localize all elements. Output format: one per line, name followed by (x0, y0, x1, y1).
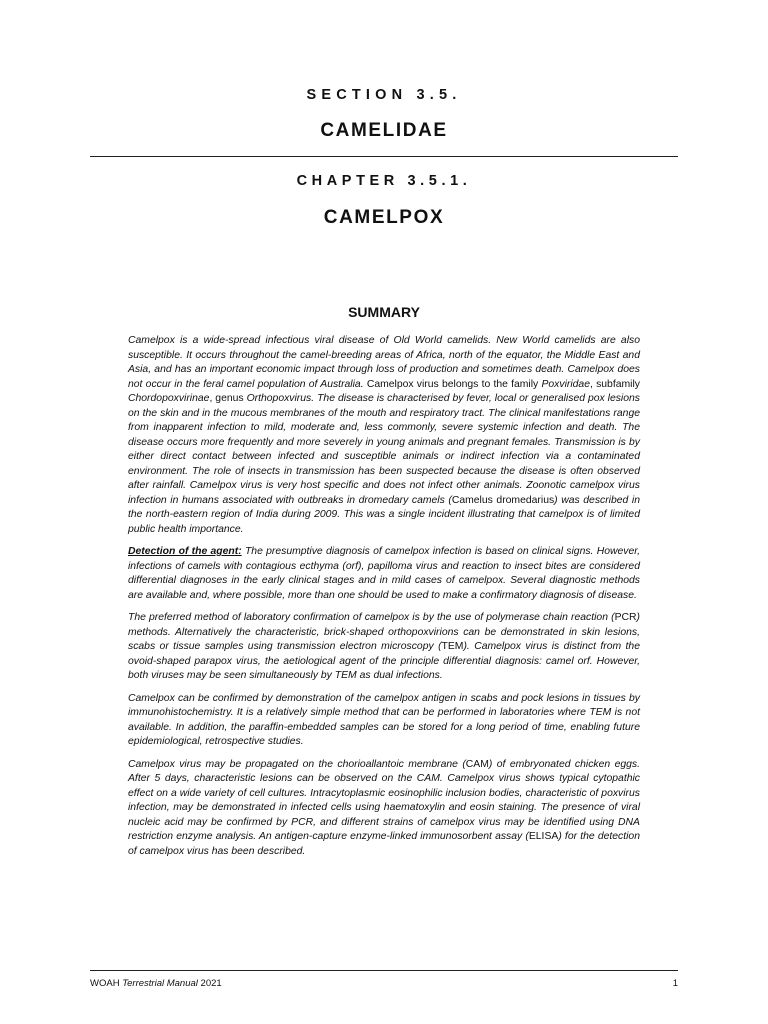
summary-paragraph-2: Detection of the agent: The presumptive diagnosis of camelpox infection is based on clinical signs. However, infections of camels with contagious ecthyma (orf), papilloma virus and reaction to insect bites are considered differential diagnoses in the early clinical stages and in mild cases of camelpox. Several diagnostic methods are available and, where possible, more than one should be used to make a confirmatory diagnosis of disease. (128, 546, 641, 601)
top-divider (90, 156, 678, 157)
footer-year: 2021 (197, 978, 222, 989)
footer-manual-title: Terrestrial Manual (122, 978, 198, 989)
section-label: SECTION 3.5. (306, 87, 462, 103)
summary-paragraph-1: Camelpox is a wide-spread infectious viral disease of Old World camelids. New World camelids are also susceptible. It occurs throughout the camel-breeding areas of Africa, north of the equator, the Middle East and Asia, and has an important economic impact through loss of production and sometimes death. Camelpox does not occur in the feral camel population of Australia. Camelpox virus belongs to the family Poxviridae, subfamily Chordopoxvirinae, genus Orthopoxvirus. The disease is characterised by fever, local or generalised pox lesions on the skin and in the mucous membranes of the mouth and respiratory tract. The clinical manifestations range from inapparent infection to mild, moderate and, less commonly, severe systemic infection and death. The disease occurs more frequently and more severely in young animals and pregnant females. Transmission is by either direct contact between infected and susceptible animals or indirect infection via a contaminated environment. The role of insects in transmission has been suspected because the disease is often observed after rainfall. Camelpox virus is very host specific and does not infect other animals. Zoonotic camelpox virus infection in humans associated with outbreaks in dromedary camels (Camelus dromedarius) was described in the north-eastern region of India during 2009. This was a single incident illustrating that camelpox is of limited public health importance. (128, 335, 640, 535)
summary-paragraph-3: The preferred method of laboratory confirmation of camelpox is by the use of polymerase chain reaction (PCR) methods. Alternatively the characteristic, brick-shaped orthopoxvirions can be demonstrated in skin lesions, scabs or tissue samples using transmission electron microscopy (TEM). Camelpox virus is distinct from the ovoid-shaped parapox virus, the aetiological agent of the principle differential diagnosis: camel orf. However, both viruses may be seen simultaneously by TEM as dual infections. (128, 612, 640, 681)
summary-heading: SUMMARY (348, 304, 420, 320)
page-number: 1 (672, 978, 678, 989)
summary-body (128, 334, 640, 867)
page-footer (90, 978, 678, 989)
chapter-label: CHAPTER 3.5.1. (296, 173, 472, 189)
section-title: CAMELIDAE (320, 120, 448, 141)
footer-divider (90, 970, 678, 971)
chapter-title: CAMELPOX (323, 207, 445, 228)
summary-paragraph-5: Camelpox virus may be propagated on the chorioallantoic membrane (CAM) of embryonated chicken eggs. After 5 days, characteristic lesions can be observed on the CAM. Camelpox virus shows typical cytopathic effect on a wide variety of cell cultures. Intracytoplasmic eosinophilic inclusion bodies, characteristic of poxvirus infection, may be demonstrated in infected cells using haematoxylin and eosin staining. The presence of viral nucleic acid may be confirmed by PCR, and different strains of camelpox virus may be identified using DNA restriction enzyme analysis. An antigen-capture enzyme-linked immunosorbent assay (ELISA) for the detection of camelpox virus has been described. (128, 758, 640, 857)
detection-lead: Detection of the agent: (128, 546, 242, 557)
footer-org: WOAH (90, 978, 123, 989)
summary-paragraph-4: Camelpox can be confirmed by demonstration of the camelpox antigen in scabs and pock lesions in tissues by immunohistochemistry. It is a relatively simple method that can be performed in laboratories where TEM is not available. In addition, the paraffin-embedded samples can be stored for a long period of time, enabling future epidemiological, retrospective studies. (128, 692, 640, 747)
